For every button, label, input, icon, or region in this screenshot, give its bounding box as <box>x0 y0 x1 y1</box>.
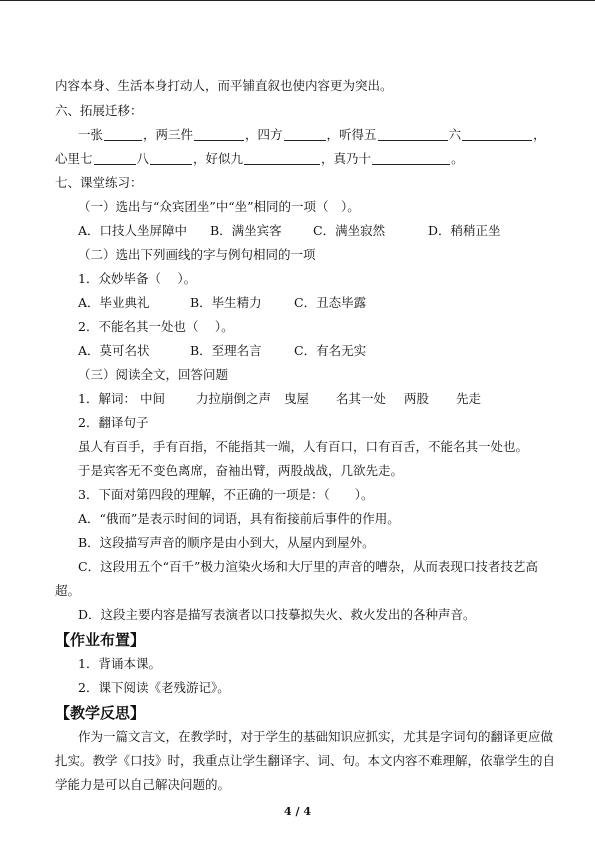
sentence-2: 于是宾客无不变色离席，奋袖出臂，两股战战，几欲先走。 <box>78 463 404 478</box>
blank[interactable] <box>372 152 450 165</box>
option-b: B．毕生精力 <box>190 295 262 310</box>
fill-text: ，好似九 <box>193 151 244 166</box>
option-a: A．毕业典礼 <box>78 295 150 310</box>
fill-in-line-2 <box>55 151 464 167</box>
question-2-2: 2．不能名其一处也（ ）。 <box>78 319 234 334</box>
question-2-stem: （二）选出下列画线的字与例句相同的一项 <box>78 247 316 262</box>
option-c: C．有名无实 <box>294 343 367 358</box>
fill-text: 一张 <box>78 127 104 142</box>
homework-item: 1．背诵本课。 <box>78 656 161 671</box>
option-b: B．至理名言 <box>190 343 262 358</box>
option-d: D．稍稍正坐 <box>428 223 501 238</box>
blank[interactable] <box>244 152 320 165</box>
question-3-3: 3．下面对第四段的理解，不正确的一项是：（ ）。 <box>78 487 374 502</box>
question-2-1: 1．众妙毕备（ ）。 <box>78 271 197 286</box>
fill-text: 六 <box>448 127 462 142</box>
page-number: 4 / 4 <box>284 805 311 818</box>
question-1-stem: （一）选出与“众宾团坐”中“坐”相同的一项（ ）。 <box>78 199 360 214</box>
fill-text: 。 <box>451 151 464 166</box>
reflection-line: 作为一篇文言文，在教学时，对于学生的基础知识应抓实，尤其是字词句的翻译更应做 <box>78 729 554 744</box>
option-a: A．莫可名状 <box>78 343 150 358</box>
section-7-title: 七、课堂练习： <box>55 175 143 190</box>
reflection-line: 学能力是可以自己解决问题的。 <box>55 777 231 792</box>
option-a: A．口技人坐屏障中 <box>78 223 188 238</box>
option-c: C．这段用五个“百千”极力渲染火场和大厅里的声音的嘈杂，从而表现口技者技艺高 <box>78 559 538 574</box>
question-3-2: 2．翻译句子 <box>78 415 149 430</box>
option-b: B．满坐宾客 <box>210 223 282 238</box>
blank[interactable] <box>284 128 326 141</box>
vocab-word: 先走 <box>456 391 482 406</box>
option-c-continued: 超。 <box>55 583 81 598</box>
homework-item: 2．课下阅读《老残游记》。 <box>78 680 230 695</box>
blank[interactable] <box>150 152 192 165</box>
option-c: C．丑态毕露 <box>294 295 367 310</box>
vocab-word: 名其一处 <box>336 391 387 406</box>
header-rule <box>0 0 595 1</box>
blank[interactable] <box>194 128 244 141</box>
fill-text: ，真乃十 <box>321 151 372 166</box>
question-1-options <box>0 223 595 239</box>
option-b: B．这段描写声音的顺序是由小到大，从屋内到屋外。 <box>78 535 375 550</box>
question-3-1-vocab <box>0 391 595 407</box>
blank[interactable] <box>462 128 532 141</box>
fill-text: ，四方 <box>245 127 283 142</box>
fill-in-line-1 <box>78 127 546 143</box>
fill-text: ，两三件 <box>143 127 194 142</box>
option-d: D．这段主要内容是描写表演者以口技摹拟失火、救火发出的各种声音。 <box>78 607 476 622</box>
blank[interactable] <box>104 128 142 141</box>
blank[interactable] <box>378 128 448 141</box>
fill-text: ， <box>533 127 546 142</box>
option-a: A．“俄而”是表示时间的词语，具有衔接前后事件的作用。 <box>78 511 400 526</box>
question-2-2-options <box>0 343 595 359</box>
vocab-word: 曳屋 <box>284 391 310 406</box>
fill-text: 八 <box>136 151 150 166</box>
vocab-label: 1．解词： <box>78 391 136 406</box>
question-2-1-options <box>0 295 595 311</box>
vocab-word: 两股 <box>404 391 430 406</box>
homework-heading: 【作业布置】 <box>55 631 146 649</box>
reflection-heading: 【教学反思】 <box>55 704 146 722</box>
section-6-title: 六、拓展迁移： <box>55 103 143 118</box>
fill-text: ，听得五 <box>326 127 377 142</box>
question-3-stem: （三）阅读全文，回答问题 <box>78 367 229 382</box>
option-c: C．满坐寂然 <box>313 223 386 238</box>
sentence-1: 虽人有百手，手有百指，不能指其一端，人有百口，口有百舌，不能名其一处也。 <box>78 439 529 454</box>
vocab-word: 中间 <box>140 391 166 406</box>
fill-text: 心里七 <box>55 151 93 166</box>
blank[interactable] <box>94 152 136 165</box>
reflection-line: 扎实。教学《口技》时，我重点让学生翻译字、词、句。本文内容不难理解，依靠学生的自 <box>55 753 556 768</box>
vocab-word: 力拉崩倒之声 <box>196 391 272 406</box>
paragraph-continuation: 内容本身、生活本身打动人，而平铺直叙也使内容更为突出。 <box>55 78 393 93</box>
